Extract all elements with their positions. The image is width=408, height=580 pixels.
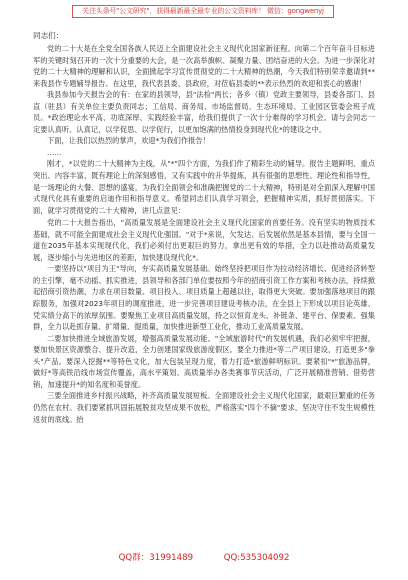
paragraph: 刚才，*以党的二十大精神为主线，从"*"四个方面，为我们作了精彩生动的辅导。报告主题鲜明、重点突出、内容丰富，既有理论上的深刻感悟，又有实践中的升华提炼，具有很强的思想性、理论性和指导性，是一场理论的大餐、思想的盛宴，为我们全面领会和准确把握党的二十大精神，特别是对全面深入理解中国式现代化具有重要的启迪作用和指导意义。希望同志们认真学习领会，把握精神实质，抓好贯彻落实。下面，就学习贯彻党的二十大精神，讲几点意见： [33,159,375,215]
salutation: 同志们： [33,31,64,40]
paragraph: 二要加快推进全域旅游发展，增强高质量发展动能。"全域旅游时代"的发展机遇，我们必须牢牢把握，要加快景区资源整合、提升改造，全力创建国家级旅游度假区。要全力推进*等二产项目建设，打造更多"拳头"产品。要深入挖掘**等特色文化，加大包装呈现力度，着力打造*旅游鲜明标识。要紧扣"*"旅游品牌，做好*等高铁沿线市场宣传覆盖，高水平策划、高质量举办各类赛事节庆活动，广泛开展精准营销、借势营销，加速提升*的知名度和美誉度。 [33,333,375,389]
footer-qq: QQ:535304092 [223,553,290,563]
paragraph: 下面，让我们以热烈的掌声，欢迎*为我们作报告！ [47,136,210,146]
footer-qq-group: QQ群：31991489 [118,553,194,563]
header-banner: 关注头条号"公文研究"，获得最新最全最专业的公文资料库！ 微信：gongwenyj [72,5,334,18]
paragraph-ellipsis: …… [47,147,62,157]
paragraph: 党的二十大报告指出，"高质量发展是全面建设社会主义现代化国家的首要任务。没有坚实的物质技术基础，就不可能全面建成社会主义现代化强国。"对于*来说，欠发达、后发展依然是基本县情，要与全国一道在2035年基本实现现代化，我们必须付出更艰巨的努力，拿出更有效的举措，全力以赴推动高质量发展，逐步缩小与先进地区的差距，加快建设现代化*。 [33,218,375,262]
document-body [33,30,375,425]
paragraph: 一要坚持以"项目为王"导向，夯实高质量发展基础。始终坚持把项目作为拉动经济增长、促进经济转型的主引擎，毫不动摇、抓实推进，县领导和各部门单位要按照今年的招商引资工作方案和考核办法，持续掀起招商引资热潮，力求在项目数量、项目投入、项目质量上超越以往，取得更大突破。要加强落地项目的跟踪服务，加强对2023年项目的调度推进，进一步完善项目建设考核办法，在全县上下形成以项目论英雄、凭实绩分高下的浓厚氛围。要聚焦工业项目高质量发展，持之以恒育龙头、补链条、建平台、保要素、强集群，全力以赴抓存量、扩增量、提质量，加快推进新型工业化，推动工业高质量发展。 [33,264,375,332]
paragraph: 党的二十大是在全党全国各族人民迈上全面建设社会主义现代化国家新征程、向第二个百年奋斗目标进军的关键时刻召开的一次十分重要的大会，是一次高举旗帜、凝聚力量、团结奋进的大会。为进一步深化对党的二十大精神的理解和认识，全面掀起学习宣传贯彻党的二十大精神的热潮，今天我们特别荣幸邀请到**来我县作专题辅导报告。在这里，我代表县委、县政府，对莅临县委的**表示热烈的欢迎和衷心的感谢！ [33,44,375,88]
footer-contact [0,551,408,563]
paragraph: 三要全面推进乡村振兴战略，补齐高质量发展短板。全面建设社会主义现代化国家，最艰巨繁重的任务仍然在农村。我们要紧抓巩固拓展脱贫攻坚成果不放松，严格落实"四个不摘"要求，坚决守住不发生规模性返贫的底线。抬 [33,391,375,424]
paragraph: 我县参加今天报告会的有：在家的县领导，县"法检"两长；各乡（镇）党政主要领导，县委各部门、县直（驻县）有关单位主要负责同志；工信局、商务局、市场监督局、生态环境局、工业园区管委会班子成员。*政治理论水平高、功底深厚、实践经验丰富，给我们提供了一次十分难得的学习机会。请与会同志一定要认真听、认真记，以学促思、以学促行，以更加饱满的热情投身到现代化*的建设之中。 [33,90,375,134]
